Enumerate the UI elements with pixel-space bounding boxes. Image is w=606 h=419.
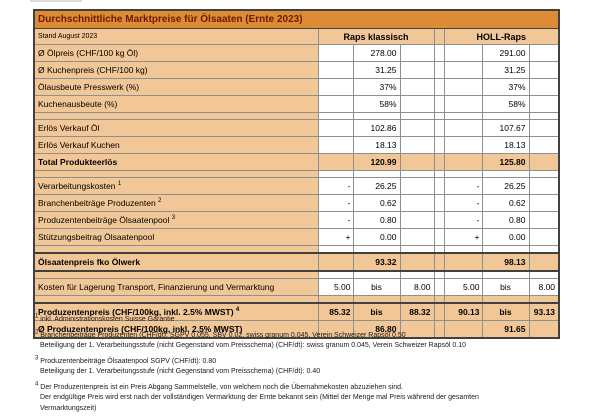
value-cell: -: [444, 178, 482, 195]
empty-cell: [318, 96, 353, 113]
empty-cell: [529, 96, 559, 113]
value-cell: 0.00: [482, 229, 529, 246]
value-cell: 0.80: [353, 212, 400, 229]
empty-cell: [318, 253, 353, 271]
row-label: Produzentenpreis (CHF/100kg, inkl. 2.5% MWST) $^4$: [34, 303, 318, 321]
empty-cell: [529, 62, 559, 79]
row-label: Kosten für Lagerung Transport, Finanzierung und Vermarktung: [34, 279, 318, 296]
value-cell: 26.25: [482, 178, 529, 195]
separator-cell: [529, 246, 559, 254]
empty-cell: [434, 195, 444, 212]
separator-cell: [353, 296, 400, 304]
separator-cell: [400, 113, 434, 120]
value-cell: 31.25: [482, 62, 529, 79]
value-cell: 5.00: [318, 279, 353, 296]
value-cell: 86.80: [353, 321, 400, 339]
value-cell: 0.00: [353, 229, 400, 246]
separator-cell: [400, 171, 434, 178]
row-label: Kuchenausbeute (%): [34, 96, 318, 113]
value-cell: 125.80: [482, 154, 529, 171]
empty-cell: [400, 154, 434, 171]
value-cell: bis: [482, 279, 529, 296]
footnote-marker: 3: [171, 215, 176, 222]
table-row: [34, 279, 559, 296]
separator-cell: [444, 246, 482, 254]
value-cell: 88.32: [400, 303, 434, 321]
separator-cell: [353, 271, 400, 279]
empty-cell: [400, 79, 434, 96]
empty-cell: [529, 195, 559, 212]
separator-row: [34, 271, 559, 279]
title-row: [34, 10, 559, 29]
value-cell: 107.67: [482, 120, 529, 137]
footnote: [35, 315, 595, 326]
footnote-marker: 2: [158, 198, 162, 205]
value-cell: 0.80: [482, 212, 529, 229]
separator-cell: [434, 271, 444, 279]
stand-date-label: Stand August 2023: [34, 29, 318, 45]
separator-cell: [318, 271, 353, 279]
empty-cell: [400, 120, 434, 137]
row-label: Erlös Verkauf Öl: [34, 120, 318, 137]
table-row: [34, 195, 559, 212]
empty-cell: [529, 137, 559, 154]
separator-cell: [318, 296, 353, 304]
row-label: Ø Kuchenpreis (CHF/100 kg): [34, 62, 318, 79]
table-row: [34, 62, 559, 79]
empty-cell: [444, 79, 482, 96]
table-row: [34, 96, 559, 113]
row-label: Erlös Verkauf Kuchen: [34, 137, 318, 154]
value-cell: 0.62: [482, 195, 529, 212]
empty-cell: [444, 45, 482, 62]
empty-cell: [318, 79, 353, 96]
footnote-marker: 1: [117, 181, 122, 188]
separator-cell: [529, 271, 559, 279]
value-cell: 278.00: [353, 45, 400, 62]
value-cell: 8.00: [400, 279, 434, 296]
empty-cell: [529, 178, 559, 195]
value-cell: bis: [353, 279, 400, 296]
empty-cell: [400, 178, 434, 195]
empty-cell: [400, 253, 434, 271]
empty-cell: [444, 137, 482, 154]
empty-cell: [434, 178, 444, 195]
value-cell: 18.13: [482, 137, 529, 154]
empty-cell: [400, 96, 434, 113]
separator-cell: [444, 271, 482, 279]
footnote-marker: 1: [35, 313, 39, 320]
table-row: [34, 79, 559, 96]
empty-cell: [434, 279, 444, 296]
row-label: Ø Produzentenpreis (CHF/100kg, inkl. 2.5% MWST): [34, 321, 318, 339]
empty-cell: [318, 62, 353, 79]
value-cell: -: [444, 195, 482, 212]
separator-cell: [444, 171, 482, 178]
separator-cell: [434, 246, 444, 254]
separator-cell: [529, 296, 559, 304]
value-cell: 37%: [482, 79, 529, 96]
empty-cell: [400, 229, 434, 246]
separator-cell: [34, 113, 318, 120]
row-label: Verarbeitungskosten $^1$: [34, 178, 318, 195]
value-cell: 31.25: [353, 62, 400, 79]
value-cell: 90.13: [444, 303, 482, 321]
separator-cell: [400, 271, 434, 279]
separator-cell: [444, 296, 482, 304]
empty-cell: [434, 45, 444, 62]
separator-cell: [529, 171, 559, 178]
value-cell: 0.62: [353, 195, 400, 212]
separator-cell: [444, 113, 482, 120]
empty-cell: [434, 120, 444, 137]
column-header-holl-raps: HOLL-Raps: [444, 29, 559, 45]
separator-cell: [353, 246, 400, 254]
empty-cell: [444, 120, 482, 137]
empty-cell: [434, 62, 444, 79]
empty-cell: [400, 62, 434, 79]
value-cell: 91.65: [482, 321, 529, 339]
empty-cell: [318, 45, 353, 62]
column-header-raps-klassisch: Raps klassisch: [318, 29, 434, 45]
empty-cell: [318, 137, 353, 154]
empty-cell: [444, 253, 482, 271]
value-cell: -: [318, 212, 353, 229]
empty-cell: [444, 96, 482, 113]
footnote-line: Beteiligung der 1. Verarbeitungsstufe (nicht Gegenstand vom Preisschema) (CHF/dt): 0.40: [40, 368, 321, 375]
value-cell: bis: [482, 303, 529, 321]
separator-cell: [400, 246, 434, 254]
row-label: Stützungsbeitrag Ölsaatenpool: [34, 229, 318, 246]
separator-cell: [482, 246, 529, 254]
table-row: [34, 212, 559, 229]
empty-cell: [434, 154, 444, 171]
separator-cell: [353, 171, 400, 178]
empty-cell: [434, 229, 444, 246]
empty-cell: [400, 195, 434, 212]
empty-cell: [318, 154, 353, 171]
separator-cell: [34, 246, 318, 254]
value-cell: 18.13: [353, 137, 400, 154]
empty-cell: [444, 62, 482, 79]
row-label: Ø Ölpreis (CHF/100 kg Öl): [34, 45, 318, 62]
value-cell: 291.00: [482, 45, 529, 62]
page-edge-artifact: [30, 0, 82, 2]
table-row: [34, 253, 559, 271]
separator-cell: [353, 113, 400, 120]
footnote-line: $^3$ Produzentenbeiträge Ölsaatenpool SGPV (CHF/dt): 0.80: [35, 355, 217, 365]
empty-cell: [529, 79, 559, 96]
footnote-line: Der endgültige Preis wird erst nach der vollständigen Vermarktung der Ernte bekannt sein (Mittel der Menge mal Preis während der gesamten: [40, 394, 479, 401]
value-cell: +: [318, 229, 353, 246]
table-row: [34, 120, 559, 137]
separator-row: [34, 246, 559, 254]
value-cell: 120.99: [353, 154, 400, 171]
value-cell: 5.00: [444, 279, 482, 296]
empty-cell: [400, 137, 434, 154]
separator-row: [34, 296, 559, 304]
footnotes: [35, 315, 595, 419]
value-cell: 58%: [482, 96, 529, 113]
row-label: Total Produkteerlös: [34, 154, 318, 171]
separator-cell: [482, 113, 529, 120]
value-cell: 58%: [353, 96, 400, 113]
empty-cell: [318, 120, 353, 137]
separator-cell: [434, 296, 444, 304]
separator-cell: [400, 296, 434, 304]
footnote-marker: 4: [35, 381, 39, 388]
separator-row: [34, 113, 559, 120]
empty-cell: [529, 154, 559, 171]
separator-cell: [34, 296, 318, 304]
footnote-line: $^4$ Der Produzentenpreis ist ein Preis Abgang Sammelstelle, von welchem noch die Übernahmekosten abzuziehen sind.: [35, 381, 403, 391]
separator-cell: [434, 171, 444, 178]
separator-row: [34, 171, 559, 178]
empty-cell: [529, 253, 559, 271]
value-cell: 26.25: [353, 178, 400, 195]
table-row: [34, 137, 559, 154]
footnote-line: $^1$ inkl. Administrationskosten Suisse Garantie: [35, 313, 175, 323]
separator-cell: [482, 296, 529, 304]
table-row: [34, 229, 559, 246]
separator-cell: [482, 271, 529, 279]
value-cell: bis: [353, 303, 400, 321]
price-table: [33, 9, 560, 339]
separator-cell: [529, 113, 559, 120]
empty-cell: [434, 137, 444, 154]
table-row: [34, 45, 559, 62]
empty-cell: [529, 212, 559, 229]
footnote-marker: 3: [35, 355, 39, 362]
footnote-marker: 4: [235, 307, 240, 314]
separator-cell: [318, 246, 353, 254]
footnote-line: Beteiligung der 1. Verarbeitungsstufe (nicht Gegenstand vom Preisschema) (CHF/dt): swiss granum 0.045, Verein Schweizer Rapsöl 0.10: [40, 342, 467, 349]
empty-cell: [434, 212, 444, 229]
footnote-line: $^2$ Branchenbeiträge Produzenten (CHF/dt): SGPV 0.055, SBV 0.02, swiss granum 0.045, Verein Schweizer Rapsöl 0.50: [35, 329, 406, 339]
gap-header-cell: [434, 29, 444, 45]
value-cell: -: [318, 195, 353, 212]
empty-cell: [529, 45, 559, 62]
value-cell: 102.86: [353, 120, 400, 137]
empty-cell: [529, 229, 559, 246]
header-row: [34, 29, 559, 45]
empty-cell: [400, 45, 434, 62]
value-cell: 85.32: [318, 303, 353, 321]
separator-cell: [318, 171, 353, 178]
separator-cell: [434, 113, 444, 120]
page-title: Durchschnittliche Marktpreise für Ölsaaten (Ernte 2023): [34, 10, 559, 29]
row-label: Branchenbeiträge Produzenten $^2$: [34, 195, 318, 212]
value-cell: 93.13: [529, 303, 559, 321]
row-label: Ölsaatenpreis fko Ölwerk: [34, 253, 318, 271]
value-cell: 98.13: [482, 253, 529, 271]
value-cell: -: [318, 178, 353, 195]
separator-cell: [34, 171, 318, 178]
footnote: [35, 357, 595, 378]
value-cell: 93.32: [353, 253, 400, 271]
separator-cell: [34, 271, 318, 279]
table-body: [34, 45, 559, 339]
table-row: [34, 178, 559, 195]
empty-cell: [434, 96, 444, 113]
value-cell: +: [444, 229, 482, 246]
empty-cell: [400, 212, 434, 229]
footnote: [35, 383, 595, 415]
row-label: Ölausbeute Presswerk (%): [34, 79, 318, 96]
empty-cell: [529, 120, 559, 137]
table-row: [34, 154, 559, 171]
empty-cell: [434, 79, 444, 96]
value-cell: 8.00: [529, 279, 559, 296]
value-cell: 37%: [353, 79, 400, 96]
footnote-marker: 2: [35, 329, 39, 336]
value-cell: -: [444, 212, 482, 229]
row-label: Produzentenbeiträge Ölsaatenpool $^3$: [34, 212, 318, 229]
separator-cell: [318, 113, 353, 120]
footnote: [35, 331, 595, 352]
footnote-line: Vermarktungszeit): [40, 404, 97, 412]
empty-cell: [444, 154, 482, 171]
separator-cell: [482, 171, 529, 178]
empty-cell: [434, 253, 444, 271]
